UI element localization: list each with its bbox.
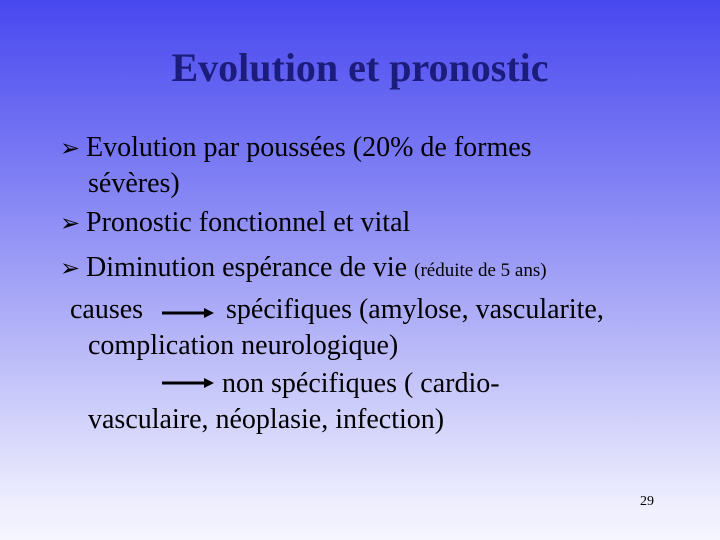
- arrow-bullet-icon: ➢: [60, 209, 81, 237]
- bullet-continuation: sévères): [88, 168, 180, 199]
- bullet-item-esperance: [60, 250, 547, 289]
- right-arrow-icon: [162, 376, 214, 390]
- bullet-text: Evolution par poussées (20% de formes: [86, 132, 532, 163]
- bullet-note: (réduite de 5 ans): [414, 260, 547, 281]
- nonspecific-causes-continuation: vasculaire, néoplasie, infection): [88, 404, 445, 435]
- slide-title: Evolution et pronostic: [171, 45, 549, 90]
- bullet-item-evolution: [60, 130, 532, 166]
- right-arrow-icon: [162, 306, 214, 320]
- nonspecific-causes: non spécifiques ( cardio-: [222, 368, 500, 399]
- bullet-text: Diminution espérance de vie: [86, 252, 415, 283]
- causes-label: causes: [70, 294, 144, 325]
- page-number: 29: [640, 494, 654, 509]
- arrow-bullet-icon: ➢: [60, 254, 81, 282]
- bullet-text: Pronostic fonctionnel et vital: [86, 207, 411, 238]
- arrow-bullet-icon: ➢: [60, 134, 81, 162]
- specific-causes: spécifiques (amylose, vascularite,: [226, 294, 604, 325]
- specific-causes-continuation: complication neurologique): [88, 330, 399, 361]
- bullet-item-pronostic: [60, 205, 410, 241]
